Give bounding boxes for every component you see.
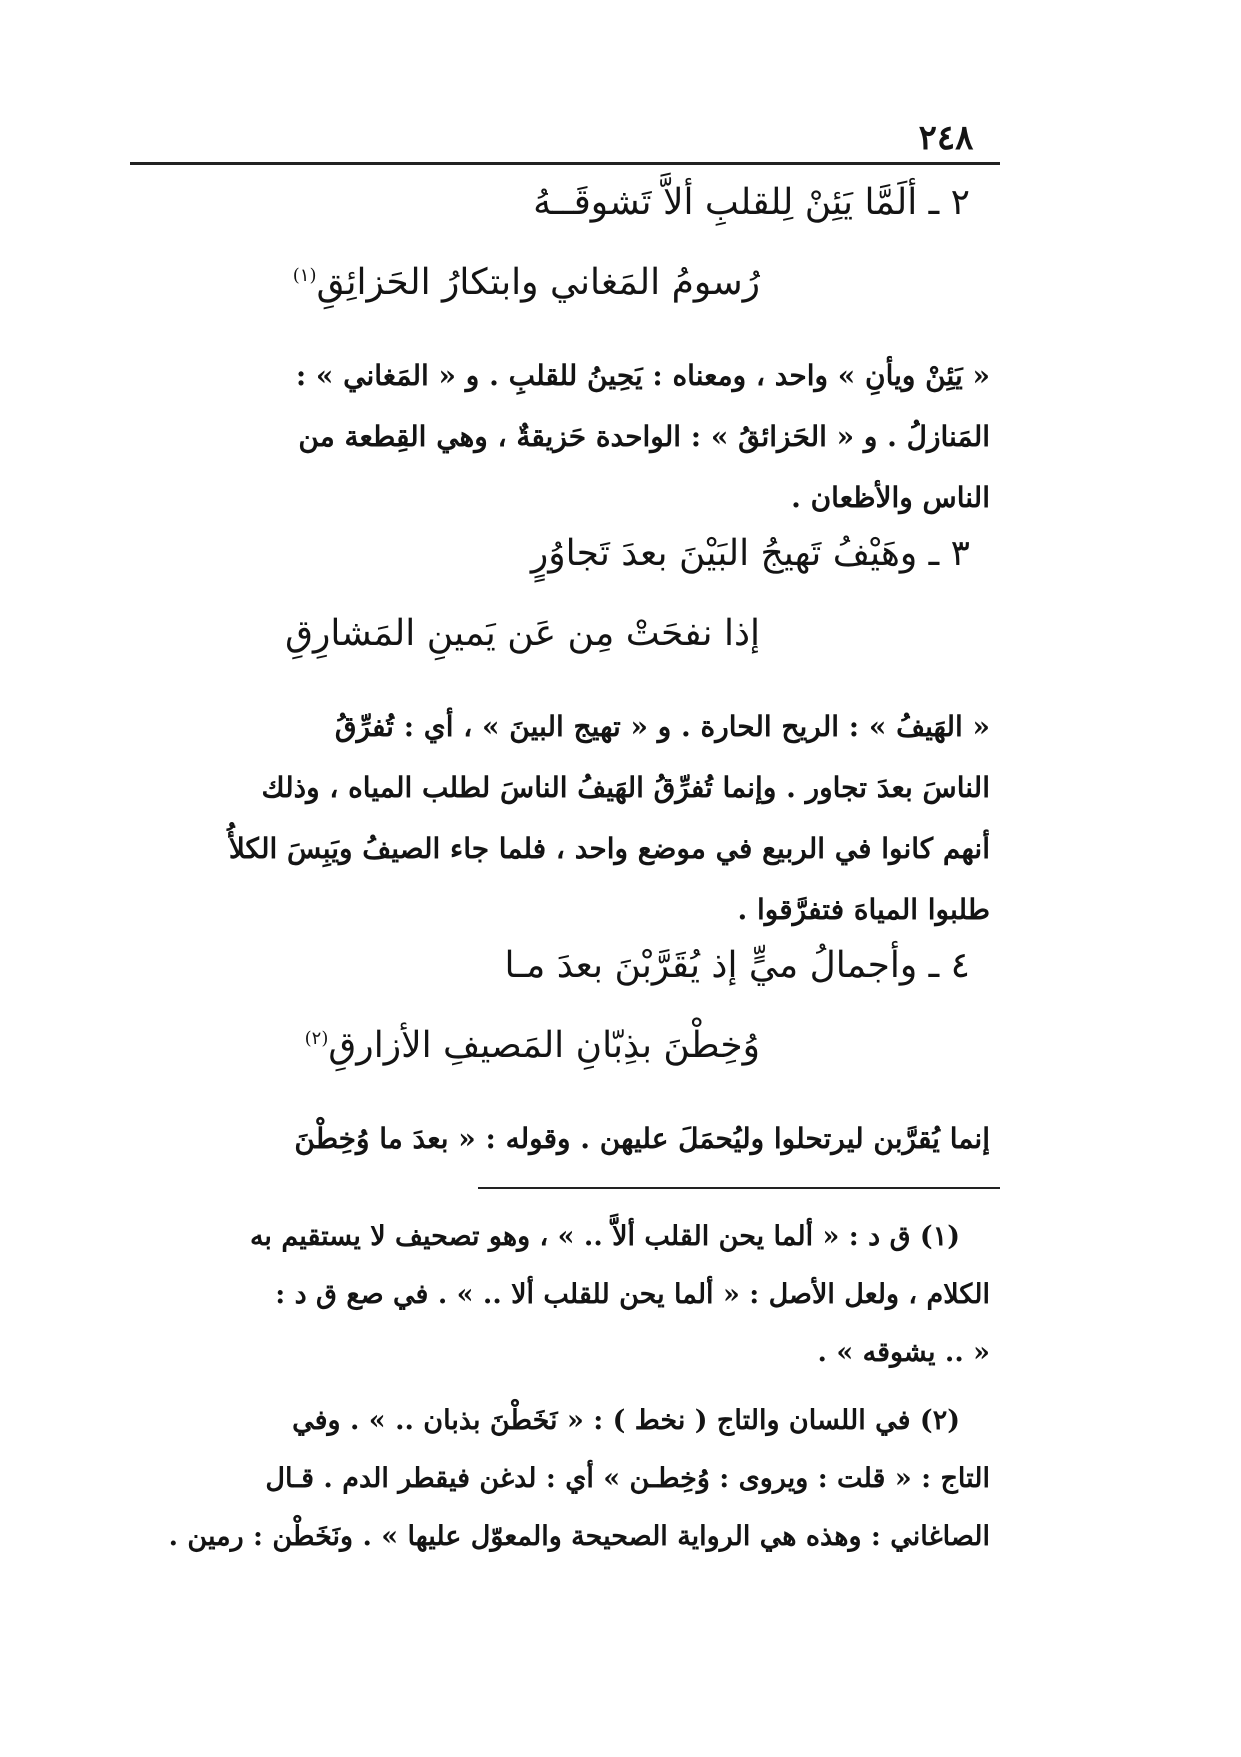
footnote-line: « .. يشوقه » . [817,1337,990,1368]
header-rule [130,162,1000,165]
verse-2-commentary [140,345,990,528]
verse-4-commentary [140,1108,990,1169]
verse-3-second-hemistich [140,613,990,696]
spacer [140,1382,990,1392]
commentary-line: طلبوا المياهَ فتفرَّقوا . [737,893,990,926]
hemistich-text: وُخِطْنَ بذِبّانِ المَصيفِ الأزارقِ [328,1025,760,1066]
footnote-2 [140,1392,990,1566]
hemistich-text: إذا نفحَتْ مِن عَن يَمينِ المَشارِقِ [285,613,760,654]
main-text [140,182,990,1169]
commentary-line: الناس والأظعان . [791,481,990,514]
hemistich-text: رُسومُ المَغاني وابتكارُ الحَزائِقِ [316,262,760,303]
commentary-line: أنهم كانوا في الربيع في موضع واحد ، فلما جاء الصيفُ ويَبِسَ الكلأُ [228,832,990,865]
verse-2-first-hemistich: ٢ ـ ألَمَّا يَئِنْ لِلقلبِ ألاَّ تَشوقَــهُ [533,182,970,223]
footnote-line: (٢) في اللسان والتاج ( نخط ) : « نَخَطْنَ بذبان .. » . وفي [292,1405,960,1436]
footnote-line: (١) ق د : « ألما يحن القلب ألاَّ .. » ، وهو تصحيف لا يستقيم به [249,1221,960,1252]
verse-4-first-hemistich: ٤ ـ وأجمالُ ميٍّ إذ يُقَرَّبْنَ بعدَ مـا [504,945,970,986]
footnote-line: الكلام ، ولعل الأصل : « ألما يحن للقلب ألا .. » . في صع ق د : [275,1279,990,1310]
footnote-line: الصاغاني : وهذه هي الرواية الصحيحة والمعوّل عليها » . ونَخَطْن : رمين . [168,1521,990,1552]
verse-3-first-hemistich: ٣ ـ وهَيْفُ تَهيجُ البَيْنَ بعدَ تَجاوُرٍ [530,533,970,574]
footnote-line: التاج : « قلت : ويروى : وُخِطـن » أي : لدغن فيقطر الدم . قـال [265,1463,990,1494]
commentary-line: المَنازلُ . و « الحَزائقُ » : الواحدة حَزيقةٌ ، وهي القِطعة من [298,420,990,453]
footnote-ref-1: (١) [292,265,317,286]
commentary-line: إنما يُقرَّبن ليرتحلوا وليُحمَلَ عليهن . وقوله : « بعدَ ما وُخِطْنَ [294,1122,990,1155]
verse-4-second-hemistich [140,1025,990,1108]
footnote-rule [478,1187,1000,1189]
verse-3-commentary [140,696,990,940]
commentary-line: « يَئِنْ ويأنِ » واحد ، ومعناه : يَحِينُ للقلبِ . و « المَغاني » : [295,359,990,392]
footnotes [140,1208,990,1566]
commentary-line: « الهَيفُ » : الريح الحارة . و « تهيج البينَ » ، أي : تُفرِّقُ [334,710,990,743]
verse-2-second-hemistich [140,262,990,345]
footnote-1 [140,1208,990,1382]
footnote-ref-2: (٢) [304,1028,329,1049]
commentary-line: الناسَ بعدَ تجاور . وإنما تُفرِّقُ الهَيفُ الناسَ لطلب المياه ، وذلك [261,771,990,804]
page-number: ٢٤٨ [918,118,974,158]
